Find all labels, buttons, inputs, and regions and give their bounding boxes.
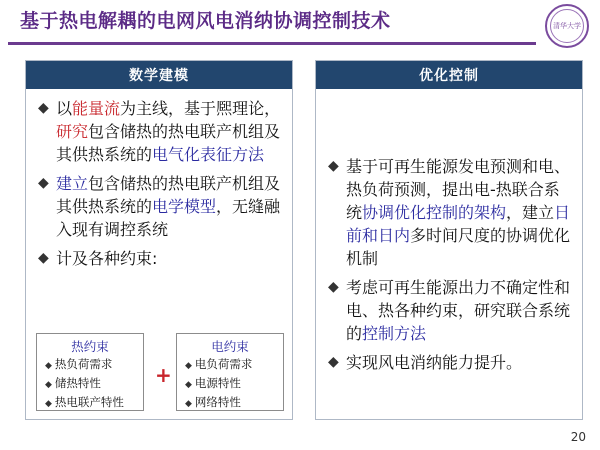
list-item xyxy=(45,375,143,394)
text-run: 多时间尺度的协调优化机制 xyxy=(346,226,571,268)
highlight-text: 电学模型 xyxy=(152,197,217,216)
diamond-bullet-icon: ◆ xyxy=(45,361,52,371)
list-item xyxy=(38,247,282,270)
list-item xyxy=(328,276,572,345)
list-item xyxy=(328,155,572,270)
text-run: 为主线，基于 xyxy=(120,99,217,118)
text-run: 考虑可再生能源出力不确定性和电、热各种约束，研究联合系统的 xyxy=(346,278,571,343)
university-logo xyxy=(545,4,589,48)
constraint-label: 电负荷需求 xyxy=(194,357,253,371)
modeling-panel xyxy=(25,60,293,420)
list-item xyxy=(185,356,283,375)
diamond-bullet-icon: ◆ xyxy=(328,279,339,295)
text-run: 基于可再生能源发电预测和电、热负荷预测，提出电-热联合系统 xyxy=(346,157,571,222)
diamond-bullet-icon: ◆ xyxy=(38,250,49,266)
text-run: 实现风电消纳能力提升。 xyxy=(346,353,523,372)
constraint-label: 网络特性 xyxy=(194,395,241,409)
highlight-text: 控制方法 xyxy=(362,324,427,343)
constraint-label: 电源特性 xyxy=(194,376,241,390)
text-run: 理论， xyxy=(232,99,281,118)
logo-text: 清华大学 xyxy=(550,9,584,43)
highlight-text: 协调优化控制的架构 xyxy=(362,203,507,222)
modeling-bullets xyxy=(26,89,292,270)
highlight-text: 能量流 xyxy=(72,99,121,118)
list-item xyxy=(45,394,143,413)
highlight-text: 建立 xyxy=(56,174,89,193)
heat-constraint-title: 热约束 xyxy=(71,339,109,354)
list-item xyxy=(185,375,283,394)
slide-title: 基于热电解耦的电网风电消纳协调控制技术 xyxy=(20,10,391,32)
diamond-bullet-icon: ◆ xyxy=(38,175,49,191)
optimization-panel xyxy=(315,60,583,420)
highlight-text: 电气化表征方法 xyxy=(152,145,265,164)
highlight-text: 研究 xyxy=(56,122,89,141)
diamond-bullet-icon: ◆ xyxy=(328,158,339,174)
optimization-panel-header: 优化控制 xyxy=(316,61,582,89)
diamond-bullet-icon: ◆ xyxy=(185,380,192,390)
text-run: ，无缝融入现有调控系统 xyxy=(56,197,281,239)
text-run: 包含储热的热电联产机组及其供热系统的 xyxy=(56,122,281,164)
text-run: 熈 xyxy=(216,99,233,118)
constraint-label: 热负荷需求 xyxy=(54,357,113,371)
plus-icon: + xyxy=(155,363,172,387)
heat-constraint-list xyxy=(37,356,143,413)
diamond-bullet-icon: ◆ xyxy=(185,361,192,371)
page-number: 20 xyxy=(570,430,586,444)
text-run: 以 xyxy=(56,99,73,118)
text-run: 计及各种约束: xyxy=(56,249,158,268)
text-run: 包含储热的热电联产机组及其供热系统的 xyxy=(56,174,281,216)
list-item xyxy=(185,394,283,413)
constraint-label: 热电联产特性 xyxy=(54,395,124,409)
constraint-label: 储热特性 xyxy=(54,376,101,390)
text-run: ，建立 xyxy=(506,203,555,222)
list-item xyxy=(38,97,282,166)
electric-constraint-title: 电约束 xyxy=(211,339,249,354)
diamond-bullet-icon: ◆ xyxy=(45,380,52,390)
diamond-bullet-icon: ◆ xyxy=(45,399,52,409)
highlight-text: 日前和日内 xyxy=(346,203,571,245)
diamond-bullet-icon: ◆ xyxy=(38,100,49,116)
diamond-bullet-icon: ◆ xyxy=(185,399,192,409)
title-divider xyxy=(8,42,536,45)
optimization-bullets xyxy=(316,89,582,374)
list-item xyxy=(38,172,282,241)
heat-constraint-box xyxy=(36,333,144,411)
modeling-panel-header: 数学建模 xyxy=(26,61,292,89)
electric-constraint-box xyxy=(176,333,284,411)
diamond-bullet-icon: ◆ xyxy=(328,354,339,370)
list-item xyxy=(328,351,572,374)
electric-constraint-list xyxy=(177,356,283,413)
list-item xyxy=(45,356,143,375)
